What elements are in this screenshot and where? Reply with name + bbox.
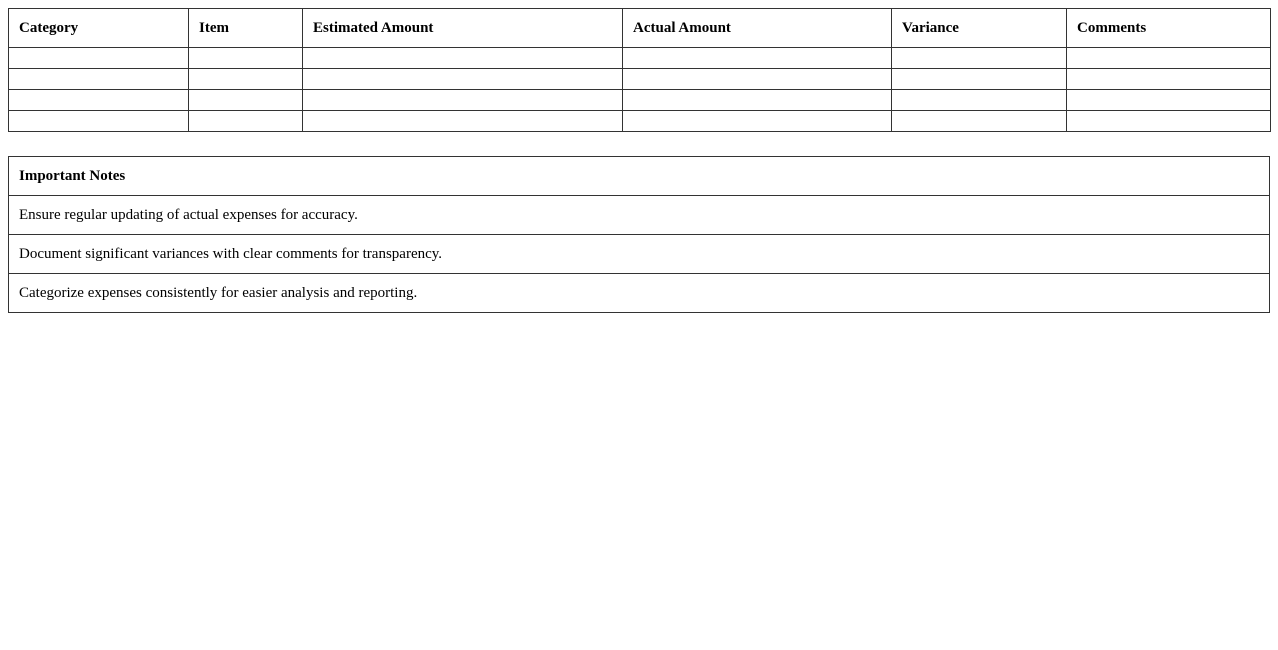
column-header-item: Item: [189, 9, 303, 48]
table-cell: [1067, 111, 1271, 132]
column-header-comments: Comments: [1067, 9, 1271, 48]
table-cell: [1067, 90, 1271, 111]
table-cell: [9, 48, 189, 69]
table-cell: [189, 69, 303, 90]
notes-title: Important Notes: [9, 157, 1270, 196]
table-cell: [189, 111, 303, 132]
table-row: [9, 90, 1271, 111]
table-cell: [9, 69, 189, 90]
note-row: [9, 196, 1270, 235]
column-header-actual-amount: Actual Amount: [623, 9, 892, 48]
note-item: Ensure regular updating of actual expenses for accuracy.: [9, 196, 1270, 235]
budget-table: [8, 8, 1271, 132]
notes-header-row: [9, 157, 1270, 196]
note-row: [9, 235, 1270, 274]
note-item: Document significant variances with clear comments for transparency.: [9, 235, 1270, 274]
table-cell: [623, 111, 892, 132]
table-cell: [303, 69, 623, 90]
table-cell: [892, 90, 1067, 111]
notes-table: [8, 156, 1270, 313]
table-cell: [9, 111, 189, 132]
table-row: [9, 111, 1271, 132]
table-cell: [303, 48, 623, 69]
note-item: Categorize expenses consistently for easier analysis and reporting.: [9, 274, 1270, 313]
table-cell: [892, 48, 1067, 69]
column-header-variance: Variance: [892, 9, 1067, 48]
table-row: [9, 69, 1271, 90]
table-cell: [1067, 48, 1271, 69]
table-cell: [623, 90, 892, 111]
table-cell: [623, 69, 892, 90]
table-cell: [189, 90, 303, 111]
column-header-category: Category: [9, 9, 189, 48]
header-row: [9, 9, 1271, 48]
table-cell: [189, 48, 303, 69]
table-cell: [623, 48, 892, 69]
table-cell: [892, 111, 1067, 132]
column-header-estimated-amount: Estimated Amount: [303, 9, 623, 48]
note-row: [9, 274, 1270, 313]
table-cell: [1067, 69, 1271, 90]
table-cell: [303, 90, 623, 111]
table-cell: [9, 90, 189, 111]
table-cell: [303, 111, 623, 132]
table-row: [9, 48, 1271, 69]
table-cell: [892, 69, 1067, 90]
